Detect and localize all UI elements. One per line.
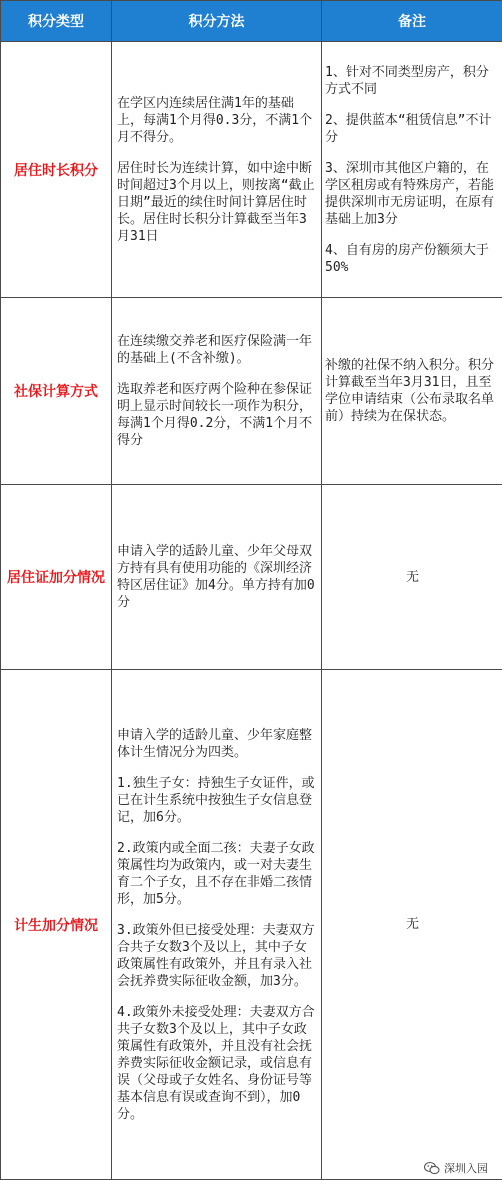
row-method	[112, 42, 322, 298]
note-paragraph: 补缴的社保不纳入积分。积分计算截至当年3月31日，且至学位申请结束（公布录取名单前）持续为在保状态。	[325, 358, 495, 424]
table-row	[1, 42, 502, 298]
row-method	[112, 298, 322, 485]
method-paragraph: 3.政策外但已接受处理：夫妻双方合共子女数3个及以上，其中子女政策属性有政策外，并且有录入社会抚养费实际征收金额，加3分。	[117, 922, 315, 989]
row-note	[322, 42, 502, 298]
header-note: 备注	[322, 1, 502, 42]
row-method	[112, 670, 322, 1180]
note-paragraph: 无	[405, 917, 419, 932]
method-paragraph: 2.政策内或全面二孩：夫妻子女政策属性均为政策内，或一对夫妻生育二个子女，且不存在非婚二孩情形，加5分。	[117, 840, 315, 907]
method-paragraph: 1.独生子女：持独生子女证件，或已在计生系统中按独生子女信息登记，加6分。	[117, 775, 315, 825]
watermark	[424, 1160, 488, 1176]
header-type: 积分类型	[1, 1, 112, 42]
table-row	[1, 298, 502, 485]
method-paragraph: 申请入学的适龄儿童、少年家庭整体计生情况分为四类。	[117, 727, 313, 760]
note-paragraph: 1、针对不同类型房产，积分方式不同	[325, 64, 489, 97]
header-method: 积分方法	[112, 1, 322, 42]
method-paragraph: 选取养老和医疗两个险种在参保证明上显示时间较长一项作为积分，每满1个月得0.2分，不满1个月不得分	[117, 382, 313, 448]
row-note	[322, 670, 502, 1180]
row-note	[322, 298, 502, 485]
row-type: 居住时长积分	[1, 42, 112, 298]
method-paragraph: 申请入学的适龄儿童、少年父母双方持有具有使用功能的《深圳经济特区居住证》加4分。单方持有加0分	[117, 544, 315, 610]
row-note	[322, 485, 502, 670]
note-paragraph: 2、提供蓝本“租赁信息”不计分	[325, 112, 492, 145]
method-paragraph: 在连续缴交养老和医疗保险满一年的基础上(不含补缴)。	[117, 334, 313, 366]
row-type: 社保计算方式	[1, 298, 112, 485]
method-paragraph: 4.政策外未接受处理：夫妻双方合共子女数3个及以上，其中子女政策属性有政策外，并且没有社会抚养费实际征收金额记录，或信息有误（父母或子女姓名、身份证号等基本信息有误或查询不到），加0分。	[117, 1004, 315, 1122]
note-paragraph: 3、深圳市其他区户籍的，在学区租房或有特殊房产，若能提供深圳市无房证明，在原有基础上加3分	[325, 160, 495, 227]
table-row	[1, 670, 502, 1180]
note-paragraph: 无	[405, 569, 419, 585]
row-type: 居住证加分情况	[1, 485, 112, 670]
note-paragraph: 4、自有房的房产份额须大于50%	[325, 242, 489, 275]
row-type: 计生加分情况	[1, 670, 112, 1180]
header-row	[1, 1, 502, 42]
watermark-text: 深圳入园	[444, 1162, 488, 1175]
method-paragraph: 居住时长为连续计算，如中途中断时间超过3个月以上，则按离“截止日期”最近的续住时间计算居住时长。居住时长积分计算截至当年3月31日	[117, 160, 315, 244]
table-row	[1, 485, 502, 670]
method-paragraph: 在学区内连续居住满1年的基础上，每满1个月得0.3分，不满1个月不得分。	[117, 95, 313, 145]
wechat-icon	[424, 1161, 440, 1175]
row-method	[112, 485, 322, 670]
